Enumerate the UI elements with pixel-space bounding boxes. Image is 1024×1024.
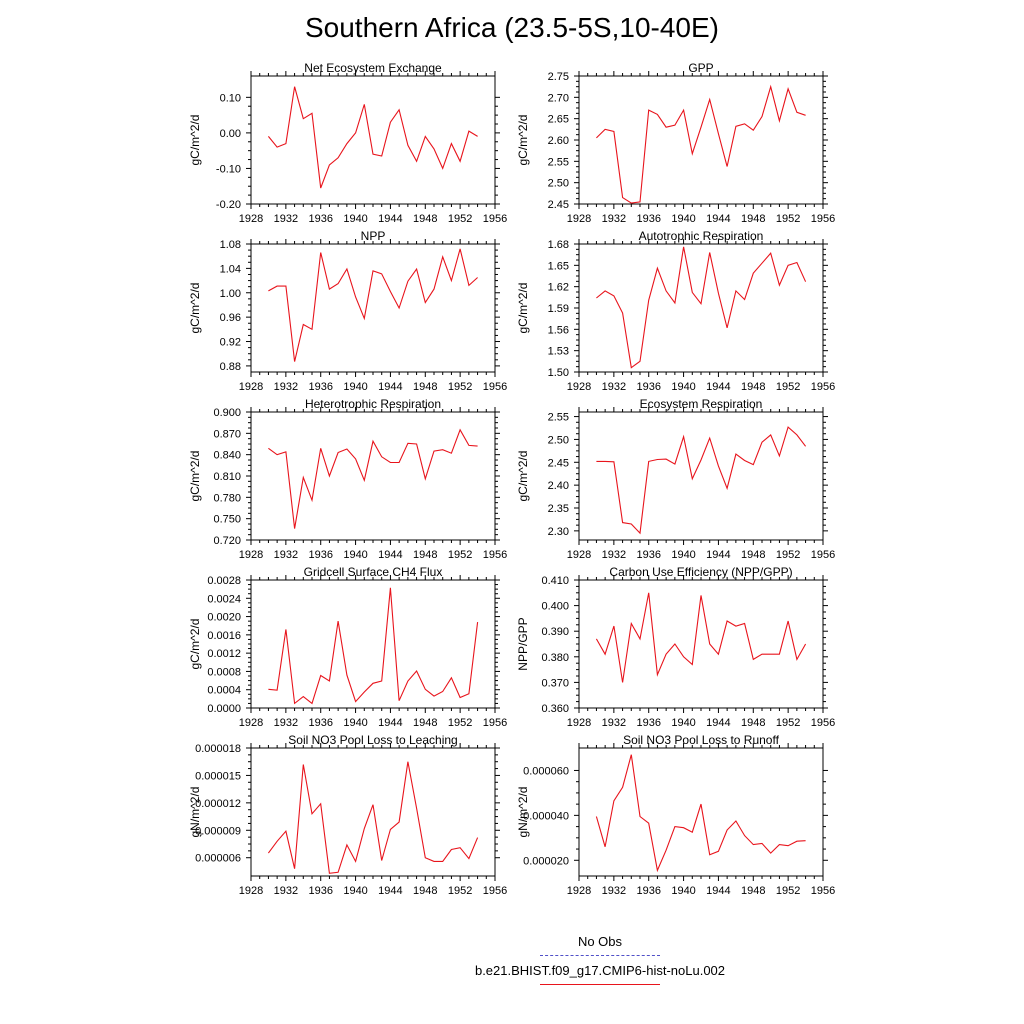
x-tick-label: 1956: [810, 717, 836, 729]
page-title: Southern Africa (23.5-5S,10-40E): [304, 12, 719, 43]
plot-frame: [579, 244, 823, 372]
x-tick-label: 1944: [378, 549, 403, 561]
y-tick-label: 2.30: [547, 525, 569, 538]
x-tick-label: 1952: [775, 213, 801, 225]
x-tick-label: 1944: [378, 885, 403, 897]
y-tick-label: 0.750: [213, 513, 241, 526]
x-tick-label: 1944: [706, 885, 731, 897]
y-tick-label: 2.55: [547, 411, 569, 424]
series-line: [268, 87, 477, 188]
y-tick-label: 0.000015: [195, 770, 241, 783]
x-tick-label: 1928: [566, 717, 592, 729]
y-tick-label: 0.390: [541, 626, 569, 639]
y-tick-label: 1.65: [547, 260, 569, 273]
y-tick-label: 0.000060: [523, 765, 569, 778]
x-tick-label: 1936: [636, 885, 661, 897]
legend-obs-label: No Obs: [577, 934, 623, 949]
panel-title: Soil NO3 Pool Loss to Leaching: [288, 733, 458, 747]
series-line: [268, 249, 477, 362]
x-tick-label: 1948: [413, 885, 438, 897]
panel-3: [188, 229, 507, 393]
y-axis-label: NPP/GPP: [516, 617, 530, 671]
plot-frame: [251, 412, 495, 540]
x-tick-label: 1932: [601, 381, 627, 393]
panel-5: [188, 397, 507, 561]
y-tick-label: 2.55: [547, 156, 569, 169]
y-tick-label: 1.08: [219, 239, 241, 251]
y-tick-label: 2.50: [547, 434, 569, 447]
y-axis-label: gN/m^2/d: [188, 786, 202, 838]
x-tick-label: 1936: [308, 549, 333, 561]
y-tick-label: 0.000006: [195, 852, 241, 865]
x-tick-label: 1940: [671, 213, 696, 225]
y-tick-label: 0.720: [213, 535, 241, 547]
panel-title: Autotrophic Respiration: [638, 229, 764, 243]
y-axis-label: gC/m^2/d: [516, 282, 530, 334]
y-tick-label: 1.00: [219, 287, 241, 300]
x-tick-label: 1936: [636, 213, 661, 225]
y-tick-label: 0.92: [219, 336, 241, 349]
x-tick-label: 1928: [238, 549, 264, 561]
y-tick-label: 0.380: [541, 651, 569, 664]
x-tick-label: 1932: [273, 885, 299, 897]
y-axis-label: gC/m^2/d: [188, 618, 202, 670]
y-tick-label: 2.45: [547, 457, 569, 470]
y-tick-label: 0.000009: [195, 825, 241, 838]
y-tick-label: 0.370: [541, 677, 569, 690]
y-tick-label: 0.360: [541, 703, 569, 715]
y-tick-label: 0.0024: [207, 593, 241, 606]
panel-9: [188, 733, 507, 897]
y-tick-label: -0.10: [215, 163, 241, 176]
panel-6: [516, 397, 835, 561]
y-tick-label: 0.870: [213, 428, 241, 441]
x-tick-label: 1948: [741, 381, 766, 393]
x-tick-label: 1956: [810, 381, 836, 393]
x-tick-label: 1952: [775, 381, 801, 393]
x-tick-label: 1944: [378, 213, 403, 225]
plot-frame: [251, 748, 495, 876]
panel-10: [516, 733, 835, 897]
x-tick-label: 1952: [447, 213, 473, 225]
y-tick-label: 0.400: [541, 600, 569, 613]
panel-1: [188, 61, 507, 225]
panel-7: [188, 565, 507, 729]
legend-model-label: b.e21.BHIST.f09_g17.CMIP6-hist-noLu.002: [474, 963, 726, 978]
x-tick-label: 1952: [775, 549, 801, 561]
series-line: [596, 87, 805, 203]
x-tick-label: 1928: [238, 381, 264, 393]
x-tick-label: 1944: [706, 717, 731, 729]
x-tick-label: 1936: [636, 717, 661, 729]
x-tick-label: 1952: [447, 381, 473, 393]
y-tick-label: 2.40: [547, 480, 569, 493]
x-tick-label: 1928: [566, 381, 592, 393]
y-tick-label: 0.10: [219, 92, 241, 105]
x-tick-label: 1936: [308, 381, 333, 393]
x-tick-label: 1948: [413, 549, 438, 561]
x-tick-label: 1928: [566, 549, 592, 561]
x-tick-label: 1928: [238, 885, 264, 897]
panel-title: Net Ecosystem Exchange: [304, 61, 442, 75]
x-tick-label: 1932: [273, 213, 299, 225]
y-tick-label: 0.0004: [207, 684, 241, 697]
x-tick-label: 1936: [636, 381, 661, 393]
x-tick-label: 1940: [671, 717, 696, 729]
series-line: [596, 755, 805, 871]
x-tick-label: 1932: [601, 885, 627, 897]
panel-title: Ecosystem Respiration: [639, 397, 763, 411]
x-tick-label: 1928: [566, 885, 592, 897]
y-axis-label: gC/m^2/d: [188, 282, 202, 334]
y-tick-label: 0.00: [219, 127, 241, 140]
x-tick-label: 1948: [413, 213, 438, 225]
x-tick-label: 1956: [810, 549, 836, 561]
panel-title: GPP: [688, 61, 714, 75]
y-tick-label: 0.0000: [207, 703, 241, 715]
x-tick-label: 1936: [308, 213, 333, 225]
y-axis-label: gC/m^2/d: [516, 450, 530, 502]
y-tick-label: 2.45: [547, 199, 569, 211]
series-line: [268, 762, 477, 874]
y-tick-label: 0.0008: [207, 666, 241, 679]
x-tick-label: 1940: [671, 885, 696, 897]
y-tick-label: -0.20: [215, 199, 241, 211]
x-tick-label: 1944: [706, 213, 731, 225]
series-line: [596, 593, 805, 683]
plot-frame: [579, 748, 823, 876]
x-tick-label: 1952: [775, 717, 801, 729]
x-tick-label: 1940: [343, 549, 368, 561]
y-axis-label: gC/m^2/d: [188, 450, 202, 502]
x-tick-label: 1932: [601, 549, 627, 561]
x-tick-label: 1956: [482, 213, 508, 225]
x-tick-label: 1952: [447, 549, 473, 561]
legend-obs-line: [540, 955, 660, 956]
y-tick-label: 0.96: [219, 312, 241, 325]
y-tick-label: 0.000012: [195, 797, 241, 810]
y-tick-label: 0.0020: [207, 611, 241, 624]
x-tick-label: 1932: [601, 717, 627, 729]
y-tick-label: 1.59: [547, 303, 569, 315]
x-tick-label: 1956: [482, 885, 508, 897]
y-tick-label: 0.000018: [195, 743, 241, 755]
y-tick-label: 0.0012: [207, 648, 241, 661]
x-tick-label: 1944: [378, 717, 403, 729]
x-tick-label: 1940: [343, 213, 368, 225]
x-tick-label: 1936: [308, 717, 333, 729]
x-tick-label: 1936: [636, 549, 661, 561]
x-tick-label: 1948: [741, 717, 766, 729]
series-line: [268, 430, 477, 529]
x-tick-label: 1948: [741, 885, 766, 897]
x-tick-label: 1956: [482, 717, 508, 729]
y-tick-label: 2.50: [547, 177, 569, 190]
y-tick-label: 0.410: [541, 575, 569, 587]
x-tick-label: 1940: [671, 549, 696, 561]
series-line: [596, 247, 805, 368]
panel-2: [516, 61, 835, 225]
y-tick-label: 0.840: [213, 449, 241, 462]
x-tick-label: 1952: [447, 885, 473, 897]
y-tick-label: 0.900: [213, 407, 241, 419]
y-tick-label: 2.75: [547, 71, 569, 83]
series-line: [596, 427, 805, 533]
y-tick-label: 0.0016: [207, 629, 241, 642]
panel-title: NPP: [360, 229, 386, 243]
legend-model-line: [540, 984, 660, 985]
x-tick-label: 1936: [308, 885, 333, 897]
y-tick-label: 1.50: [547, 367, 569, 379]
y-tick-label: 0.810: [213, 471, 241, 483]
x-tick-label: 1944: [378, 381, 403, 393]
x-tick-label: 1956: [810, 213, 836, 225]
y-tick-label: 0.780: [213, 492, 241, 505]
y-tick-label: 0.000040: [523, 810, 569, 823]
x-tick-label: 1928: [238, 213, 264, 225]
y-tick-label: 2.35: [547, 503, 569, 515]
panel-4: [516, 229, 835, 393]
y-axis-label: gN/m^2/d: [516, 786, 530, 838]
x-tick-label: 1944: [706, 549, 731, 561]
panel-8: [516, 565, 835, 729]
x-tick-label: 1948: [741, 549, 766, 561]
panel-title: Gridcell Surface CH4 Flux: [303, 565, 443, 579]
y-tick-label: 1.04: [219, 263, 241, 276]
panel-title: Soil NO3 Pool Loss to Runoff: [623, 733, 779, 747]
plot-frame: [251, 244, 495, 372]
x-tick-label: 1956: [810, 885, 836, 897]
x-tick-label: 1928: [238, 717, 264, 729]
x-tick-label: 1940: [671, 381, 696, 393]
y-tick-label: 0.0028: [207, 575, 241, 587]
x-tick-label: 1932: [273, 381, 299, 393]
y-axis-label: gC/m^2/d: [516, 114, 530, 166]
x-tick-label: 1940: [343, 381, 368, 393]
x-tick-label: 1956: [482, 381, 508, 393]
y-tick-label: 2.70: [547, 92, 569, 105]
y-tick-label: 2.65: [547, 113, 569, 126]
x-tick-label: 1956: [482, 549, 508, 561]
x-tick-label: 1944: [706, 381, 731, 393]
series-line: [268, 588, 477, 704]
x-tick-label: 1940: [343, 717, 368, 729]
x-tick-label: 1952: [775, 885, 801, 897]
y-axis-label: gC/m^2/d: [188, 114, 202, 166]
x-tick-label: 1948: [413, 717, 438, 729]
x-tick-label: 1940: [343, 885, 368, 897]
y-tick-label: 1.53: [547, 345, 569, 358]
plot-frame: [251, 76, 495, 204]
x-tick-label: 1932: [273, 549, 299, 561]
y-tick-label: 1.62: [547, 281, 569, 294]
y-tick-label: 0.000020: [523, 855, 569, 868]
panel-title: Carbon Use Efficiency (NPP/GPP): [609, 565, 793, 579]
y-tick-label: 2.60: [547, 135, 569, 147]
x-tick-label: 1928: [566, 213, 592, 225]
x-tick-label: 1932: [601, 213, 627, 225]
panel-title: Heterotrophic Respiration: [304, 397, 442, 411]
y-tick-label: 0.88: [219, 360, 241, 373]
y-tick-label: 1.56: [547, 324, 569, 337]
x-tick-label: 1952: [447, 717, 473, 729]
x-tick-label: 1948: [741, 213, 766, 225]
x-tick-label: 1948: [413, 381, 438, 393]
y-tick-label: 1.68: [547, 239, 569, 251]
x-tick-label: 1932: [273, 717, 299, 729]
